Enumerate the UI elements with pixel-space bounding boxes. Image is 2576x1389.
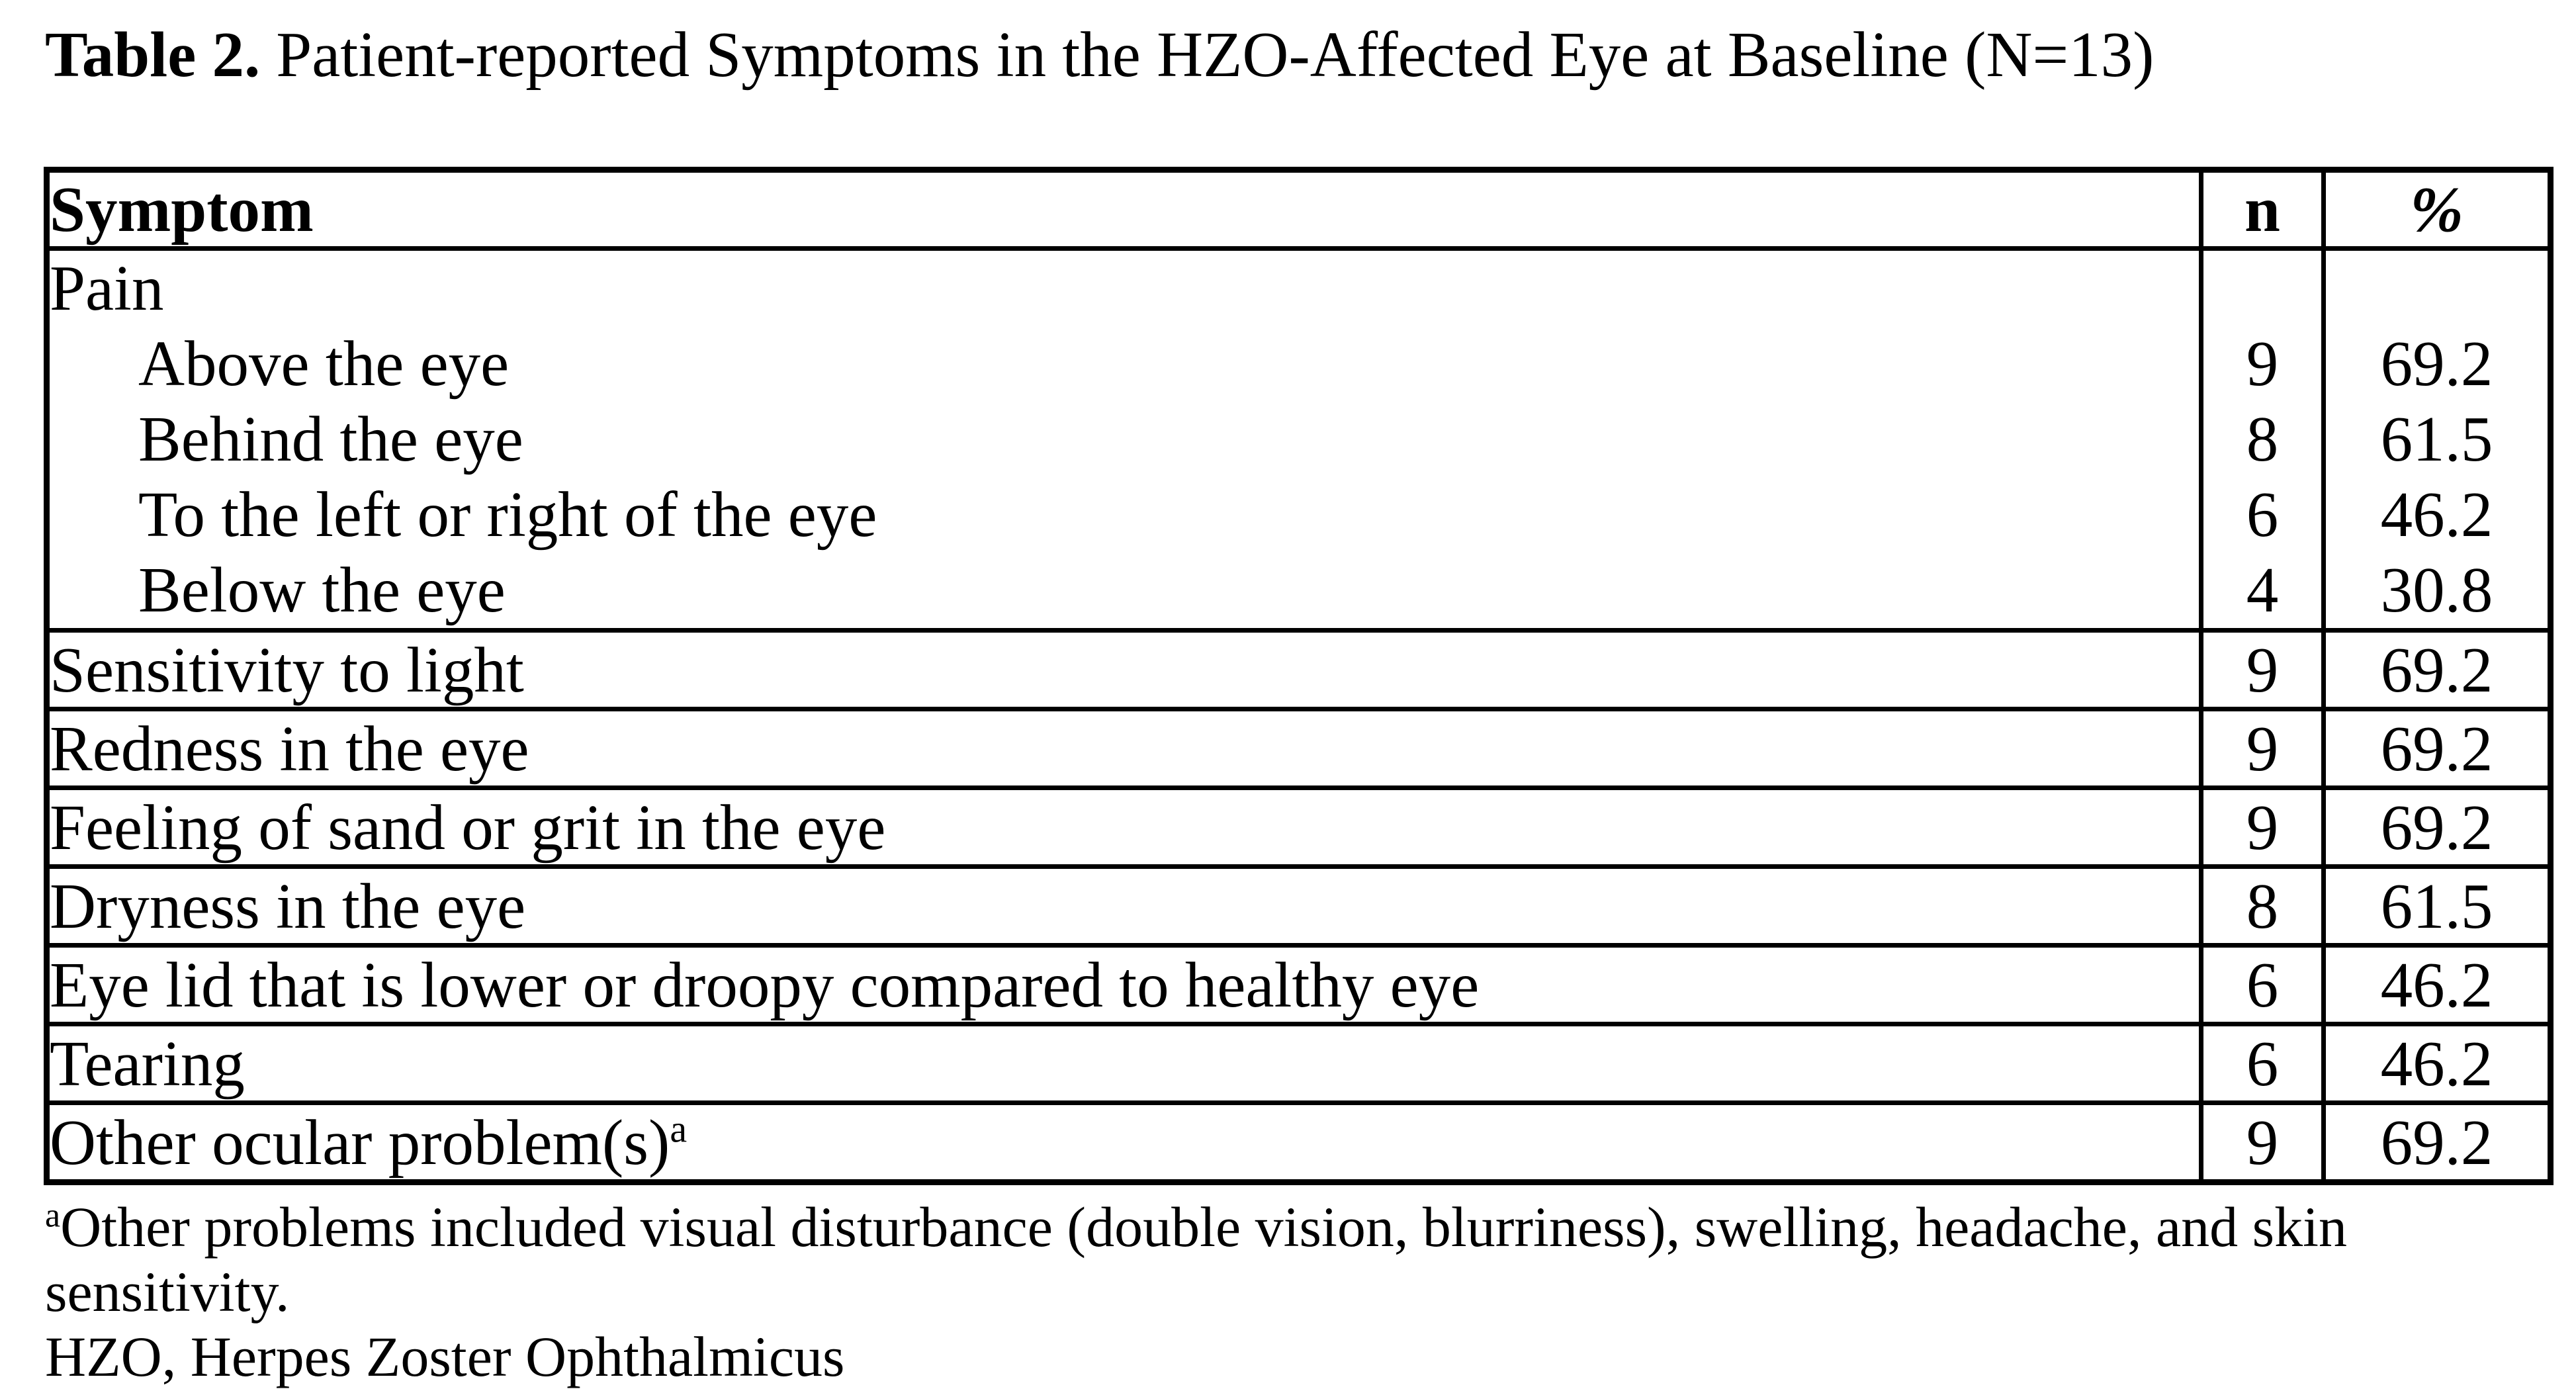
pain-group-label: Pain — [50, 253, 164, 324]
symptom-text: Sensitivity to light — [50, 634, 524, 705]
table-caption-label: Table 2. — [45, 19, 261, 90]
n-cell: 9 — [2201, 709, 2324, 788]
symptom-text: Other ocular problem(s) — [50, 1106, 670, 1178]
percent-cell: 69.2 — [2324, 1103, 2551, 1183]
table-caption — [45, 17, 2550, 93]
footnote-marker: a — [670, 1107, 688, 1151]
pain-group-symptom-cell — [47, 249, 2201, 631]
footnote-text: Other problems included visual disturbance (double vision, blurriness), swelling, headache, and skin sensitivity. — [45, 1195, 2348, 1324]
pain-sub-symptom: Above the eye — [138, 328, 510, 400]
n-cell: 9 — [2201, 631, 2324, 709]
percent-cell: 46.2 — [2324, 946, 2551, 1024]
table-row — [47, 709, 2551, 788]
pain-sub-percent: 69.2 — [2380, 328, 2493, 400]
symptom-cell — [47, 631, 2201, 709]
pain-group-n-cell — [2201, 249, 2324, 631]
symptom-cell — [47, 946, 2201, 1024]
column-header-percent: % — [2324, 170, 2551, 249]
symptom-cell — [47, 1024, 2201, 1103]
footnote-line — [45, 1324, 2550, 1389]
symptom-cell — [47, 709, 2201, 788]
table-row — [47, 946, 2551, 1024]
symptom-text: Feeling of sand or grit in the eye — [50, 791, 886, 863]
column-header-symptom: Symptom — [47, 170, 2201, 249]
table-row — [47, 631, 2551, 709]
percent-cell: 61.5 — [2324, 867, 2551, 946]
pain-sub-n: 9 — [2246, 328, 2279, 400]
percent-cell: 46.2 — [2324, 1024, 2551, 1103]
n-cell: 9 — [2201, 1103, 2324, 1183]
symptom-text: Dryness in the eye — [50, 870, 526, 942]
footnote-marker: a — [45, 1196, 61, 1235]
blank-line — [2203, 251, 2321, 326]
blank-line — [2326, 251, 2548, 326]
pain-sub-symptom: Below the eye — [138, 555, 506, 626]
table-row — [47, 867, 2551, 946]
table-row — [47, 1024, 2551, 1103]
symptoms-table — [44, 167, 2554, 1185]
symptom-text: Tearing — [50, 1028, 245, 1099]
symptom-text: Eye lid that is lower or droopy compared to healthy eye — [50, 949, 1480, 1020]
footnote-line — [45, 1194, 2550, 1324]
pain-sub-n: 8 — [2246, 404, 2279, 475]
pain-sub-percent: 30.8 — [2380, 555, 2493, 626]
table-row — [47, 788, 2551, 867]
pain-sub-percent: 46.2 — [2380, 479, 2493, 551]
pain-sub-percent: 61.5 — [2380, 404, 2493, 475]
pain-sub-symptom: To the left or right of the eye — [138, 479, 877, 551]
percent-cell: 69.2 — [2324, 709, 2551, 788]
symptom-text: Redness in the eye — [50, 713, 529, 784]
percent-cell: 69.2 — [2324, 631, 2551, 709]
n-cell: 6 — [2201, 1024, 2324, 1103]
pain-sub-n: 6 — [2246, 479, 2279, 551]
footnote-text: HZO, Herpes Zoster Ophthalmicus — [45, 1325, 845, 1389]
column-header-n: n — [2201, 170, 2324, 249]
table-row-pain-group — [47, 249, 2551, 631]
pain-sub-symptom: Behind the eye — [138, 404, 523, 475]
pain-sub-n: 4 — [2246, 555, 2279, 626]
table-row — [47, 1103, 2551, 1183]
symptom-cell — [47, 867, 2201, 946]
percent-cell: 69.2 — [2324, 788, 2551, 867]
header-row — [47, 170, 2551, 249]
pain-group-percent-cell — [2324, 249, 2551, 631]
symptom-cell — [47, 788, 2201, 867]
n-cell: 6 — [2201, 946, 2324, 1024]
symptom-cell — [47, 1103, 2201, 1183]
n-cell: 8 — [2201, 867, 2324, 946]
n-cell: 9 — [2201, 788, 2324, 867]
footnotes — [45, 1194, 2550, 1389]
table-caption-text: Patient-reported Symptoms in the HZO-Affected Eye at Baseline (N=13) — [276, 19, 2154, 90]
